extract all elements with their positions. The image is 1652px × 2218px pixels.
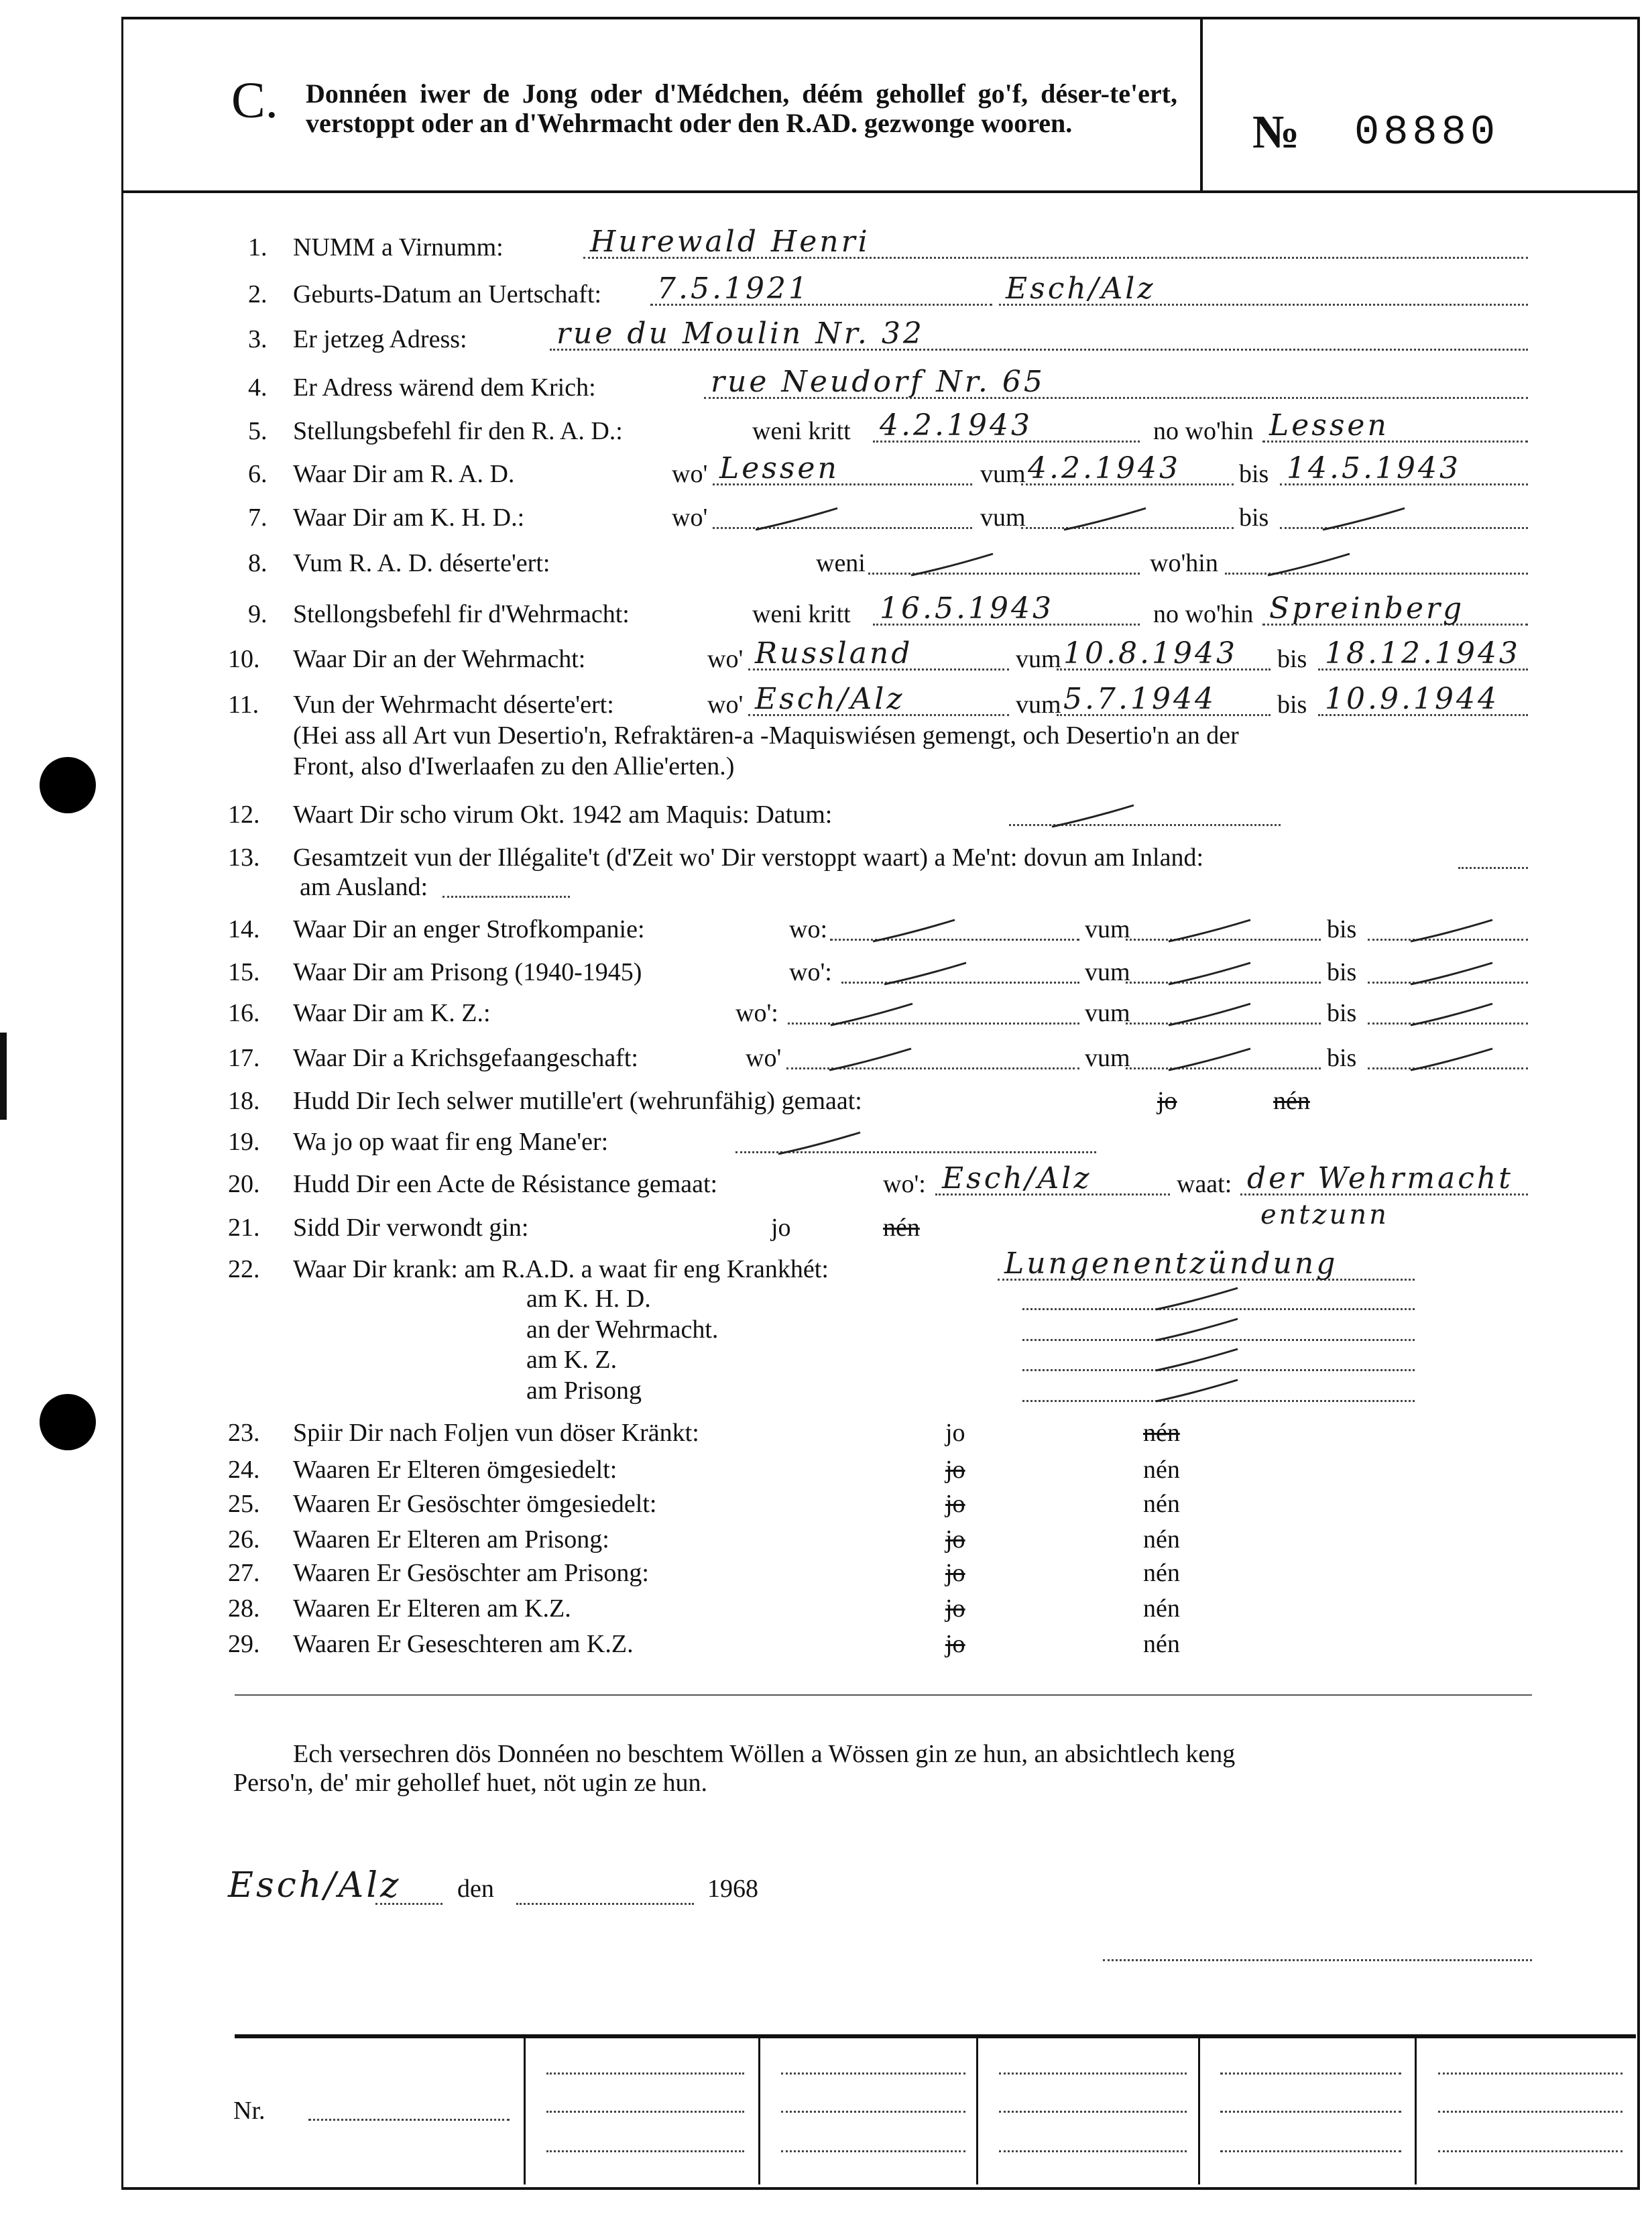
handwritten-value: 14.5.1943: [1287, 451, 1461, 485]
handwritten-value: 10.9.1944: [1325, 682, 1499, 716]
field-label: wo':: [735, 999, 778, 1027]
handwritten-value: Lungenentzündung: [1004, 1246, 1338, 1281]
row-label: Waar Dir am R. A. D.: [293, 460, 515, 488]
row-label: Waaren Er Elteren am K.Z.: [293, 1594, 571, 1623]
handwritten-value: rue Neudorf Nr. 65: [711, 365, 1045, 399]
header-rule: [121, 190, 1638, 193]
handwritten-value: Esch/Alz: [755, 682, 905, 716]
row-number: 7.: [248, 504, 268, 532]
field-label: nén: [1143, 1456, 1180, 1484]
row-label: Hudd Dir een Acte de Résistance gemaat:: [293, 1170, 718, 1198]
row-label: Wa jo op waat fir eng Mane'er:: [293, 1128, 609, 1156]
row-number: 1.: [248, 233, 268, 261]
row-number: 14.: [228, 915, 260, 943]
row-number: 23.: [228, 1419, 260, 1447]
row-label: Waart Dir scho virum Okt. 1942 am Maquis: Datum:: [293, 801, 833, 829]
row-label: Waaren Er Geseschteren am K.Z.: [293, 1630, 634, 1658]
punch-hole: [40, 757, 96, 813]
table-cell-field[interactable]: [999, 2150, 1187, 2152]
row-label: Waar Dir an der Wehrmacht:: [293, 645, 586, 673]
header-divider: [1200, 17, 1203, 192]
row-number: 26.: [228, 1525, 260, 1554]
check-mark-icon: [1153, 1346, 1240, 1373]
field-label: wo':: [789, 958, 832, 986]
handwritten-value: 4.2.1943: [1028, 451, 1181, 485]
row-number: 20.: [228, 1170, 260, 1198]
row-label: Er Adress wärend dem Krich:: [293, 373, 596, 402]
field-label: nén: [1273, 1087, 1310, 1115]
field-label: jo: [945, 1525, 965, 1554]
field-label: wo': [672, 460, 708, 488]
field-label: jo: [945, 1594, 965, 1623]
field-label: wo': [672, 504, 708, 532]
row-number: 22.: [228, 1255, 260, 1283]
handwritten-value: Esch/Alz: [1006, 272, 1156, 306]
check-mark-icon: [1166, 1046, 1253, 1073]
field-label: jo: [945, 1490, 965, 1518]
row-number: 16.: [228, 999, 260, 1027]
check-mark-icon: [1153, 1316, 1240, 1343]
field-label: nén: [1143, 1525, 1180, 1554]
field-label: bis: [1327, 958, 1357, 986]
check-mark-icon: [1166, 960, 1253, 987]
check-mark-icon: [1061, 506, 1148, 532]
check-mark-icon: [828, 1001, 915, 1028]
check-mark-icon: [1166, 1001, 1253, 1028]
field-label: bis: [1327, 1044, 1357, 1072]
field-label: jo: [945, 1630, 965, 1658]
table-cell-field[interactable]: [546, 2073, 744, 2075]
check-mark-icon: [1049, 803, 1136, 829]
table-cell-field[interactable]: [999, 2111, 1187, 2113]
place-field[interactable]: [375, 1903, 442, 1905]
row-number: 8.: [248, 549, 268, 577]
nr-field[interactable]: [308, 2119, 510, 2121]
den-label: den: [457, 1875, 494, 1903]
declaration-line2: Perso'n, de' mir gehollef huet, nöt ugin ze hun.: [233, 1769, 708, 1797]
handwritten-value: Hurewald Henri: [590, 225, 870, 259]
field-label: jo: [945, 1559, 965, 1587]
table-cell-field[interactable]: [781, 2111, 965, 2113]
row-label: Waaren Er Elteren am Prisong:: [293, 1525, 609, 1554]
field-label: vum: [980, 460, 1026, 488]
declaration-line1: Ech versechren dös Donnéen no beschtem Wöllen a Wössen gin ze hun, an absichtlech keng: [293, 1740, 1236, 1768]
field-label: bis: [1277, 691, 1307, 719]
row-number: 19.: [228, 1128, 260, 1156]
row-label: NUMM a Virnumm:: [293, 233, 504, 261]
table-divider: [524, 2038, 526, 2184]
field-label: nén: [1143, 1594, 1180, 1623]
row-number: 9.: [248, 600, 268, 628]
year-label: 1968: [707, 1875, 758, 1903]
row-label: Waar Dir krank: am R.A.D. a waat fir eng Krankhét:: [293, 1255, 829, 1283]
row-number: 24.: [228, 1456, 260, 1484]
row-label: Waar Dir an enger Strofkompanie:: [293, 915, 645, 943]
nr-label: Nr.: [233, 2097, 266, 2125]
field-label: vum: [1085, 958, 1130, 986]
handwritten-value: Russland: [755, 636, 913, 670]
row-number: 4.: [248, 373, 268, 402]
row11-note-line1: (Hei ass all Art vun Desertio'n, Refraktären-a -Maquiswiésen gemengt, och Desertio'n an der: [293, 721, 1239, 750]
table-cell-field[interactable]: [781, 2073, 965, 2075]
handwritten-value: 16.5.1943: [880, 591, 1054, 626]
row13-abroad-label: am Ausland:: [300, 873, 428, 901]
punch-hole: [40, 1394, 96, 1450]
field-label: weni kritt: [752, 600, 851, 628]
number-sign: №: [1252, 107, 1300, 158]
table-cell-field[interactable]: [1220, 2150, 1401, 2152]
check-mark-icon: [1408, 1046, 1495, 1073]
row-label: Sidd Dir verwondt gin:: [293, 1214, 529, 1242]
handwritten-value: Lessen: [1269, 408, 1389, 443]
field-label: jo: [1157, 1087, 1177, 1115]
field-label: wo': [707, 691, 744, 719]
row-label: Vum R. A. D. déserte'ert:: [293, 549, 550, 577]
table-divider: [1415, 2038, 1417, 2184]
check-mark-icon: [1408, 960, 1495, 987]
field-label: waat:: [1177, 1170, 1232, 1198]
field-label: weni: [816, 549, 866, 577]
row-number: 29.: [228, 1630, 260, 1658]
row-number: 6.: [248, 460, 268, 488]
row22-sub-khd: am K. H. D.: [526, 1285, 651, 1313]
row-label: Geburts-Datum an Uertschaft:: [293, 280, 602, 308]
row13-abroad-field[interactable]: [442, 896, 570, 898]
section-title: Donnéen iwer de Jong oder d'Médchen, déém gehollef go'f, déser-te'ert, verstoppt oder an d'Wehrmacht oder den R.AD. gezwonge wooren.: [306, 78, 1177, 138]
field-label: nén: [883, 1214, 920, 1242]
field-label: nén: [1143, 1419, 1180, 1447]
field-label: vum: [1085, 915, 1130, 943]
check-mark-icon: [882, 960, 969, 987]
row-number: 21.: [228, 1214, 260, 1242]
form-number: 08880: [1354, 109, 1500, 156]
table-cell-field[interactable]: [1220, 2073, 1401, 2075]
row-label: Waar Dir am Prisong (1940-1945): [293, 958, 642, 986]
row-label: Stellungsbefehl fir den R. A. D.:: [293, 417, 623, 445]
check-mark-icon: [1153, 1377, 1240, 1404]
field-label: jo: [945, 1456, 965, 1484]
section-letter: C.: [231, 72, 278, 129]
field-label: vum: [1085, 1044, 1130, 1072]
check-mark-icon: [753, 506, 840, 532]
check-mark-icon: [908, 551, 996, 578]
row-number: 27.: [228, 1559, 260, 1587]
signature-place: Esch/Alz: [228, 1865, 402, 1906]
row11-note-line2: Front, also d'Iwerlaafen zu den Allie'erten.): [293, 752, 735, 780]
row-label: Gesamtzeit vun der Illégalite't (d'Zeit wo' Dir verstoppt waart) a Me'nt: dovun am Inland:: [293, 843, 1204, 872]
row-number: 3.: [248, 325, 268, 353]
handwritten-value: Lessen: [719, 451, 839, 485]
row-number: 15.: [228, 958, 260, 986]
row-number: 17.: [228, 1044, 260, 1072]
check-mark-icon: [776, 1130, 863, 1157]
row-label: Waaren Er Elteren ömgesiedelt:: [293, 1456, 617, 1484]
field-input[interactable]: [1458, 867, 1528, 869]
section-rule: [235, 1694, 1532, 1696]
table-cell-field[interactable]: [1220, 2111, 1401, 2113]
row-label: Waar Dir a Krichsgefaangeschaft:: [293, 1044, 638, 1072]
check-mark-icon: [1153, 1285, 1240, 1312]
field-label: vum: [1016, 645, 1061, 673]
row22-sub-wehrmacht: an der Wehrmacht.: [526, 1316, 719, 1344]
row-label: Er jetzeg Adress:: [293, 325, 467, 353]
table-divider: [1198, 2038, 1200, 2184]
handwritten-value: 10.8.1943: [1063, 636, 1238, 670]
row-number: 25.: [228, 1490, 260, 1518]
row-number: 10.: [228, 645, 260, 673]
field-label: bis: [1239, 460, 1269, 488]
field-label: nén: [1143, 1630, 1180, 1658]
field-label: vum: [1085, 999, 1130, 1027]
check-mark-icon: [1320, 506, 1407, 532]
field-label: nén: [1143, 1559, 1180, 1587]
field-label: bis: [1327, 915, 1357, 943]
row-number: 12.: [228, 801, 260, 829]
row-label: Vun der Wehrmacht déserte'ert:: [293, 691, 614, 719]
field-label: no wo'hin: [1153, 417, 1254, 445]
table-cell-field[interactable]: [781, 2150, 965, 2152]
table-cell-field[interactable]: [1438, 2150, 1622, 2152]
field-label: jo: [945, 1419, 965, 1447]
handwritten-value: Esch/Alz: [942, 1161, 1092, 1195]
table-cell-field[interactable]: [546, 2111, 744, 2113]
row20-value-line2: entzunn: [1260, 1200, 1389, 1230]
date-field[interactable]: [516, 1903, 694, 1905]
row-label: Waaren Er Gesöschter ömgesiedelt:: [293, 1490, 657, 1518]
field-label: jo: [771, 1214, 791, 1242]
table-cell-field[interactable]: [546, 2150, 744, 2152]
check-mark-icon: [870, 917, 957, 944]
field-label: weni kritt: [752, 417, 851, 445]
check-mark-icon: [1408, 1001, 1495, 1028]
signature-field[interactable]: [1103, 1959, 1532, 1961]
field-label: vum: [980, 504, 1026, 532]
row22-sub-prisong: am Prisong: [526, 1377, 642, 1405]
row-number: 18.: [228, 1087, 260, 1115]
field-label: nén: [1143, 1490, 1180, 1518]
field-label: wo': [707, 645, 744, 673]
handwritten-value: 5.7.1944: [1063, 682, 1216, 716]
handwritten-value: 18.12.1943: [1325, 636, 1521, 670]
table-cell-field[interactable]: [1438, 2073, 1622, 2075]
row-number: 2.: [248, 280, 268, 308]
handwritten-value: rue du Moulin Nr. 32: [556, 316, 925, 351]
row-label: Stellongsbefehl fir d'Wehrmacht:: [293, 600, 630, 628]
field-label: no wo'hin: [1153, 600, 1254, 628]
row-number: 5.: [248, 417, 268, 445]
row-label: Waar Dir am K. H. D.:: [293, 504, 525, 532]
check-mark-icon: [1265, 551, 1352, 578]
field-label: vum: [1016, 691, 1061, 719]
field-input[interactable]: [713, 527, 972, 529]
check-mark-icon: [1166, 917, 1253, 944]
field-label: bis: [1277, 645, 1307, 673]
footer-rule: [235, 2034, 1636, 2038]
field-label: wo':: [883, 1170, 926, 1198]
table-divider: [976, 2038, 978, 2184]
field-label: bis: [1239, 504, 1269, 532]
field-label: wo:: [789, 915, 827, 943]
check-mark-icon: [827, 1046, 914, 1073]
row-label: Hudd Dir Iech selwer mutille'ert (wehrunfähig) gemaat:: [293, 1087, 862, 1115]
row22-sub-kz: am K. Z.: [526, 1346, 617, 1374]
table-cell-field[interactable]: [999, 2073, 1187, 2075]
edge-mark: [0, 1033, 7, 1120]
field-label: wo'hin: [1150, 549, 1218, 577]
field-label: wo': [746, 1044, 782, 1072]
check-mark-icon: [1408, 917, 1495, 944]
table-cell-field[interactable]: [1438, 2111, 1622, 2113]
handwritten-value: der Wehrmacht: [1247, 1161, 1513, 1195]
row-label: Waar Dir am K. Z.:: [293, 999, 491, 1027]
row-label: Spiir Dir nach Foljen vun döser Kränkt:: [293, 1419, 699, 1447]
handwritten-value: 4.2.1943: [880, 408, 1032, 443]
row-label: Waaren Er Gesöschter am Prisong:: [293, 1559, 649, 1587]
table-divider: [758, 2038, 760, 2184]
row-number: 28.: [228, 1594, 260, 1623]
row-number: 13.: [228, 843, 260, 872]
row-number: 11.: [228, 691, 259, 719]
handwritten-value: Spreinberg: [1269, 591, 1465, 626]
field-label: bis: [1327, 999, 1357, 1027]
handwritten-value: 7.5.1921: [657, 272, 810, 306]
